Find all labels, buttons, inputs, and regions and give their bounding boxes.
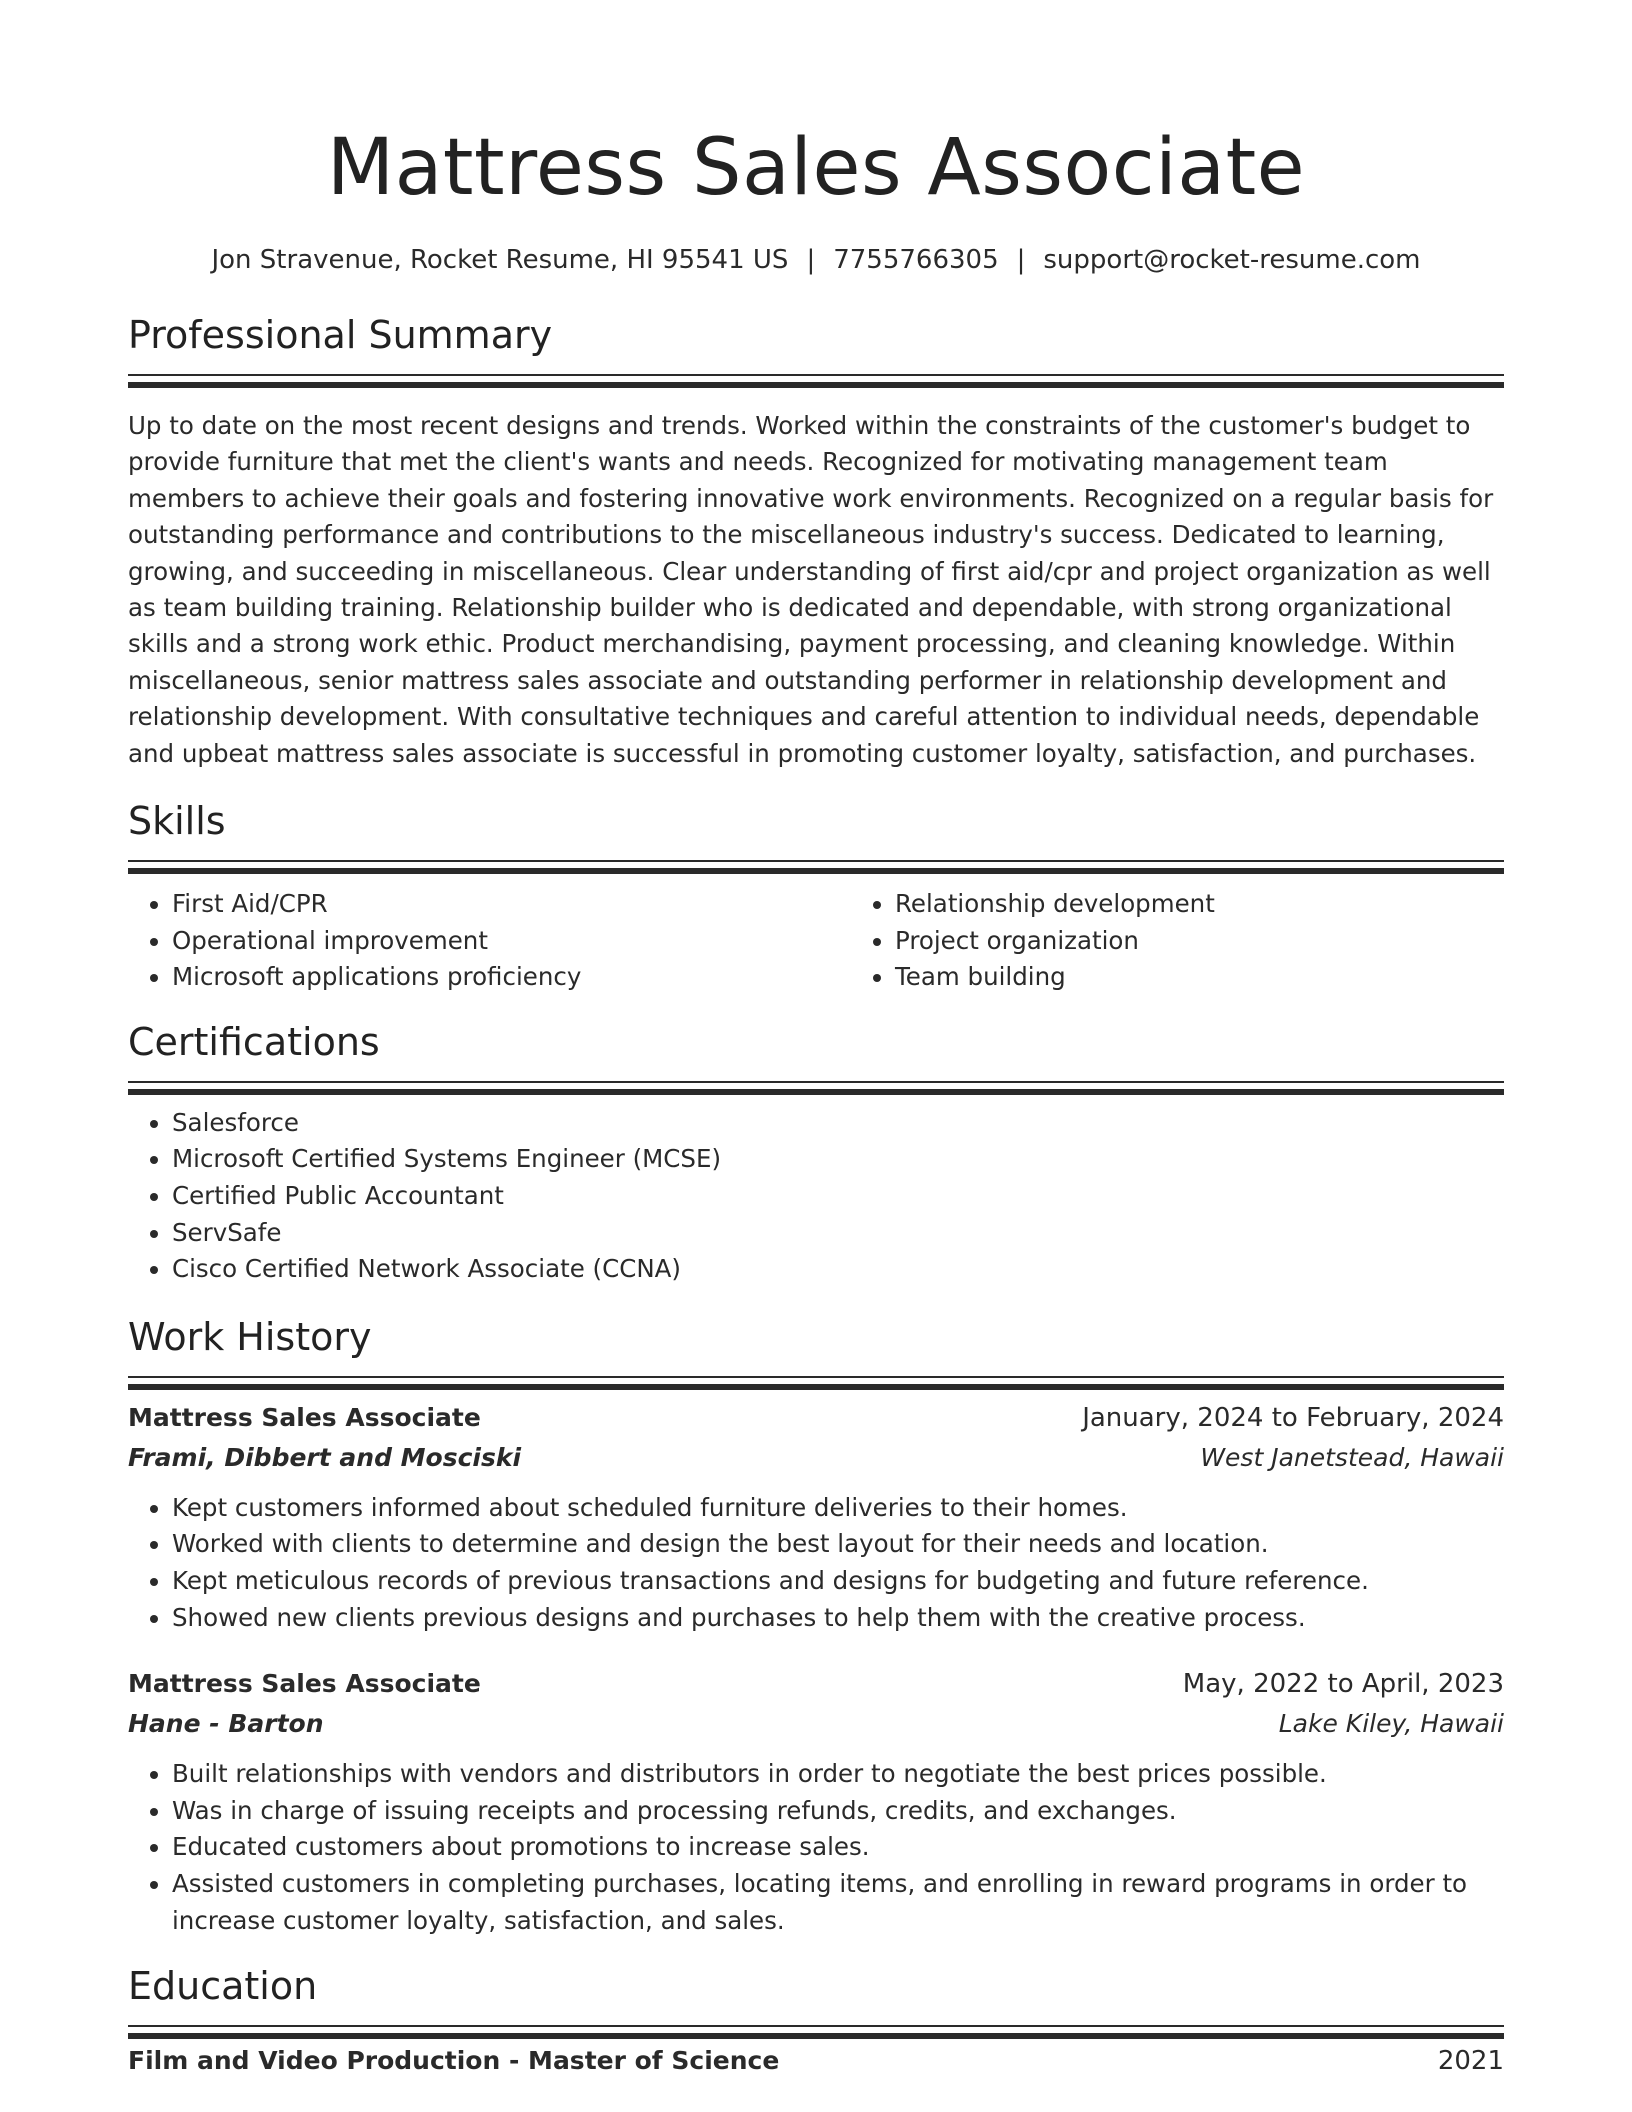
skill-item: • Operational improvement — [172, 923, 851, 960]
contact-separator: | — [806, 245, 816, 275]
job-header-row — [128, 1398, 1504, 1438]
job-company: Frami, Dibbert and Mosciski — [128, 1442, 522, 1472]
job-company: Hane - Barton — [128, 1709, 324, 1739]
job-location: Lake Kiley, Hawaii — [1278, 1709, 1504, 1739]
certification-item: • ServSafe — [172, 1215, 1504, 1252]
education-year: 2021 — [1437, 2046, 1504, 2077]
skill-item: • Relationship development — [895, 886, 1574, 923]
certification-item: • Cisco Certified Network Associate (CCNA) — [172, 1251, 1504, 1288]
job-entry — [128, 1664, 1504, 1939]
skills-list-left — [128, 886, 851, 996]
certification-item: • Salesforce — [172, 1105, 1504, 1142]
job-bullet: • Assisted customers in completing purchases, locating items, and enrolling in reward programs in order to increase customer loyalty, satisfaction, and sales. — [172, 1866, 1504, 1939]
certification-item: • Certified Public Accountant — [172, 1178, 1504, 1215]
job-bullet: • Educated customers about promotions to increase sales. — [172, 1829, 1504, 1866]
section-divider — [128, 1376, 1504, 1378]
job-subheader-row — [128, 1438, 1504, 1478]
certifications-list — [128, 1105, 1504, 1288]
job-bullet: • Built relationships with vendors and distributors in order to negotiate the best prices possible. — [172, 1756, 1504, 1793]
skill-item: • Project organization — [895, 923, 1574, 960]
section-title-summary: Professional Summary — [128, 313, 553, 357]
summary-text: Up to date on the most recent designs and trends. Worked within the constraints of the customer's budget to provide furniture that met the client's wants and needs. Recognized for motivating management team members to achieve their goals and fostering innovative work environments. Recognized on a regular basis for outstanding performance and contributions to the miscellaneous industry's success. Dedicated to learning, growing, and succeeding in miscellaneous. Clear understanding of first aid/cpr and project organization as well as team building training. Relationship builder who is dedicated and dependable, with strong organizational skills and a strong work ethic. Product merchandising, payment processing, and cleaning knowledge. Within miscellaneous, senior mattress sales associate and outstanding performer in relationship development and relationship development. With consultative techniques and careful attention to individual needs, dependable and upbeat mattress sales associate is successful in promoting customer loyalty, satisfaction, and purchases. — [128, 411, 1494, 768]
job-entry — [128, 1398, 1504, 1636]
job-dates: January, 2024 to February, 2024 — [1082, 1402, 1504, 1433]
education-degree: Film and Video Production - Master of Science — [128, 2046, 780, 2076]
job-dates: May, 2022 to April, 2023 — [1182, 1669, 1504, 1700]
education-row — [128, 2041, 1504, 2081]
job-bullets — [128, 1490, 1504, 1636]
skill-item: • Team building — [895, 959, 1574, 996]
education-section — [128, 1961, 1504, 2081]
section-title-skills: Skills — [128, 799, 226, 844]
job-bullet: • Showed new clients previous designs and purchases to help them with the creative process. — [172, 1600, 1504, 1637]
resume-page — [128, 0, 1504, 2081]
job-bullets — [128, 1756, 1504, 1939]
job-bullet: • Kept customers informed about scheduled furniture deliveries to their homes. — [172, 1490, 1504, 1527]
job-location: West Janetstead, Hawaii — [1200, 1442, 1504, 1472]
job-title: Mattress Sales Associate — [128, 1402, 481, 1432]
section-title-education: Education — [128, 1964, 318, 2009]
resume-name: Mattress Sales Associate — [326, 123, 1306, 213]
job-bullet: • Kept meticulous records of previous transactions and designs for budgeting and future reference. — [172, 1563, 1504, 1600]
section-title-certifications: Certifications — [128, 1019, 380, 1064]
contact-email: support@rocket-resume.com — [1043, 245, 1421, 275]
contact-line — [128, 242, 1504, 278]
certification-item: • Microsoft Certified Systems Engineer (MCSE) — [172, 1141, 1504, 1178]
certifications-section — [128, 1017, 1504, 1288]
skills-list-right — [851, 886, 1574, 996]
job-title: Mattress Sales Associate — [128, 1669, 481, 1699]
skills-grid — [128, 886, 1504, 996]
skill-item: • Microsoft applications proficiency — [172, 959, 851, 996]
job-header-row — [128, 1664, 1504, 1704]
section-divider — [128, 2025, 1504, 2027]
skill-item: • First Aid/CPR — [172, 886, 851, 923]
job-bullet: • Worked with clients to determine and design the best layout for their needs and location. — [172, 1526, 1504, 1563]
section-divider — [128, 1081, 1504, 1083]
work-section — [128, 1312, 1504, 1939]
job-subheader-row — [128, 1704, 1504, 1744]
section-title-work: Work History — [128, 1314, 372, 1359]
contact-address: Jon Stravenue, Rocket Resume, HI 95541 US — [211, 245, 789, 275]
contact-separator: | — [1016, 245, 1026, 275]
skills-section — [128, 796, 1504, 996]
section-divider — [128, 860, 1504, 862]
section-divider — [128, 374, 1504, 376]
summary-section — [128, 310, 1504, 772]
contact-phone: 7755766305 — [833, 245, 999, 275]
job-bullet: • Was in charge of issuing receipts and processing refunds, credits, and exchanges. — [172, 1793, 1504, 1830]
